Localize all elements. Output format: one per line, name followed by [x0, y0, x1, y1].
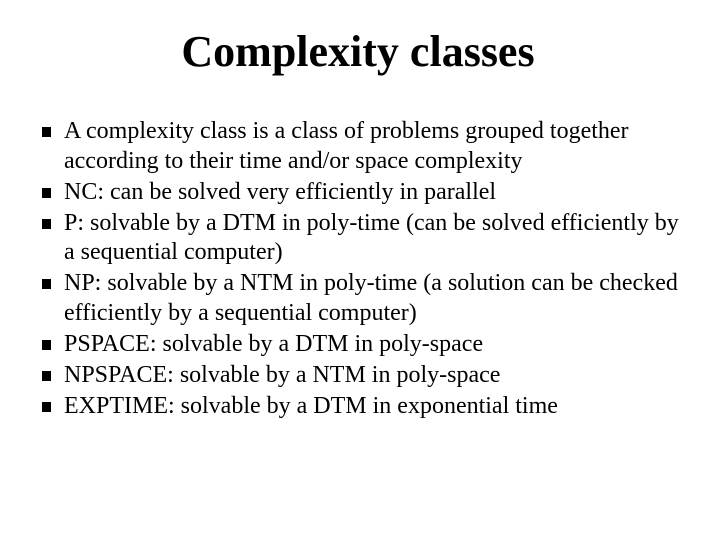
- bullet-text: NP: solvable by a NTM in poly-time (a solution can be checked efficiently by a sequential computer): [64, 270, 678, 326]
- bullet-list: [42, 117, 692, 423]
- bullet-text: A complexity class is a class of problems grouped together according to their time and/or space complexity: [64, 118, 629, 174]
- square-bullet-icon: [42, 402, 51, 412]
- bullet-item: [42, 117, 692, 176]
- square-bullet-icon: [42, 127, 51, 137]
- bullet-text: NPSPACE: solvable by a NTM in poly-space: [64, 361, 501, 388]
- square-bullet-icon: [42, 188, 51, 198]
- bullet-item: [42, 330, 692, 360]
- bullet-text: NC: can be solved very efficiently in parallel: [64, 178, 497, 205]
- bullet-item: [42, 269, 692, 328]
- slide-title: Complexity classes: [181, 27, 535, 76]
- square-bullet-icon: [42, 219, 51, 229]
- bullet-text: P: solvable by a DTM in poly-time (can be solved efficiently by a sequential computer): [64, 209, 679, 266]
- square-bullet-icon: [42, 340, 51, 350]
- square-bullet-icon: [42, 279, 51, 289]
- bullet-item: [42, 178, 692, 208]
- bullet-item: [42, 361, 692, 391]
- bullet-item: [42, 392, 692, 422]
- bullet-item: [42, 209, 692, 268]
- square-bullet-icon: [42, 371, 51, 381]
- bullet-text: EXPTIME: solvable by a DTM in exponential time: [64, 393, 558, 420]
- bullet-text: PSPACE: solvable by a DTM in poly-space: [64, 330, 484, 357]
